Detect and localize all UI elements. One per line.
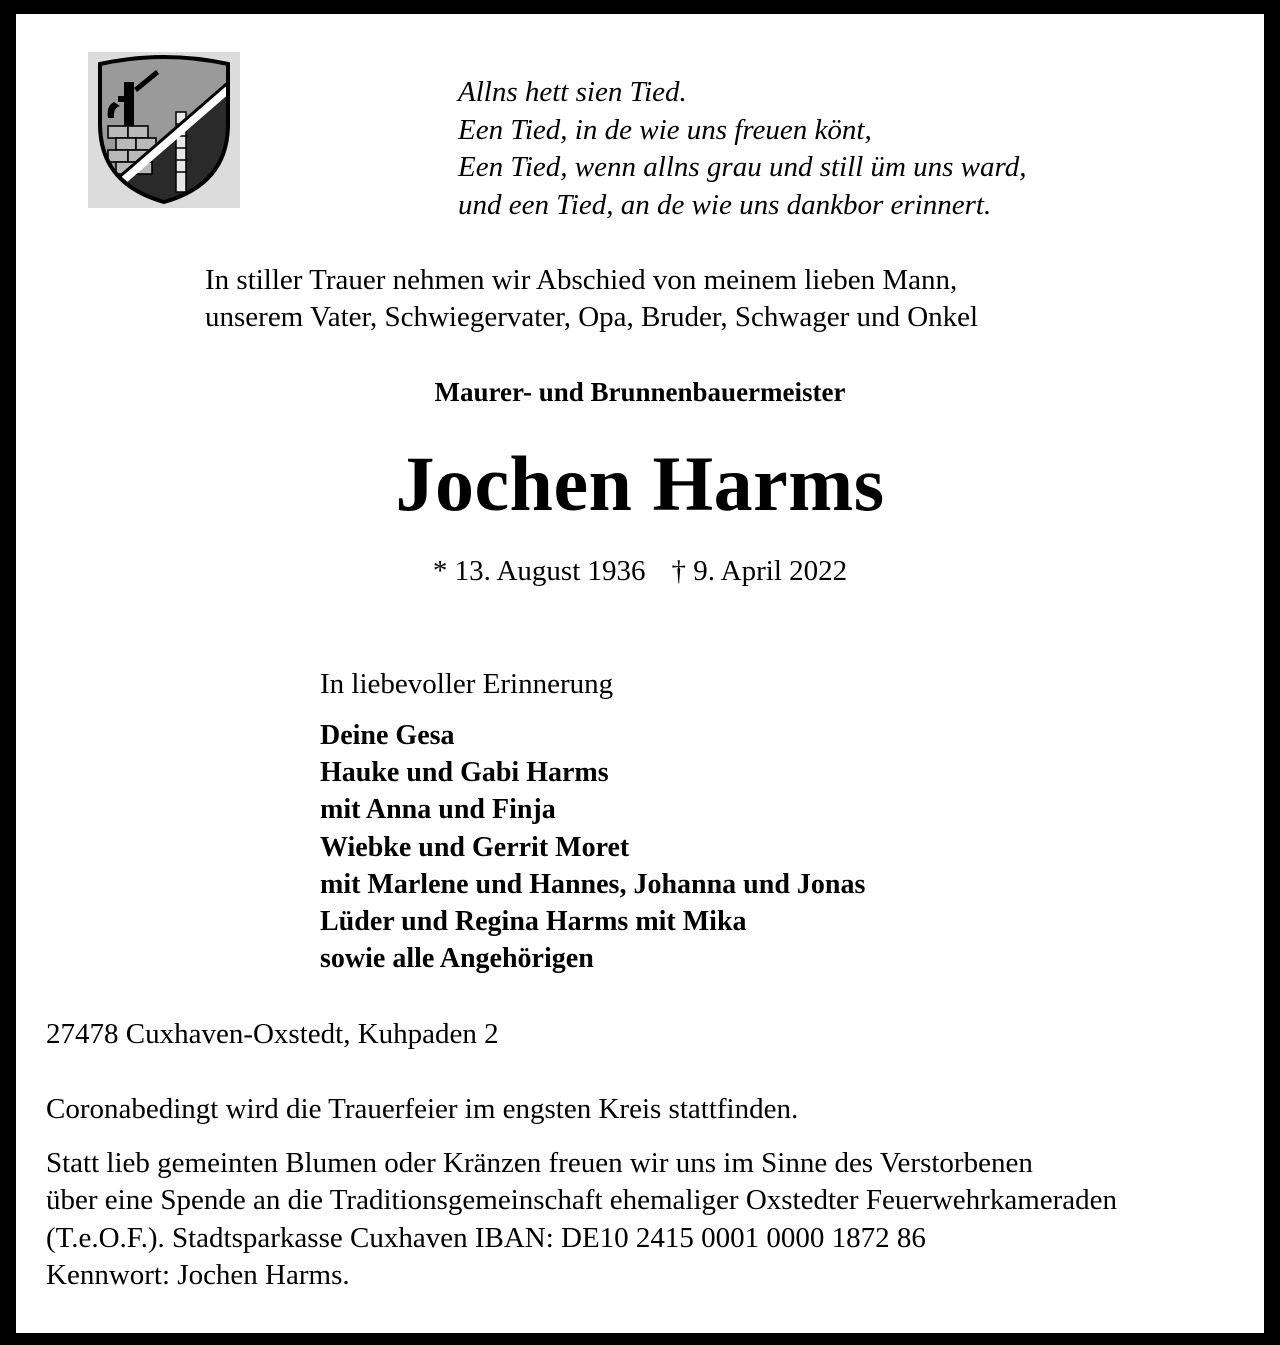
mourner-line: Deine Gesa [320, 720, 455, 751]
remembrance-heading: In liebevoller Erinnerung [320, 668, 614, 700]
poem-line: Een Tied, in de wie uns freuen könt, [458, 113, 872, 146]
intro-line: unserem Vater, Schwiegervater, Opa, Bruder, Schwager und Onkel [205, 301, 979, 333]
life-dates [0, 551, 1280, 591]
donation-line: (T.e.O.F.). Stadtsparkasse Cuxhaven IBAN: DE10 2415 0001 0000 1872 86 [46, 1221, 926, 1254]
donation-line: Statt lieb gemeinten Blumen oder Kränzen freuen wir uns im Sinne des Verstorbenen [46, 1147, 1033, 1179]
profession: Maurer- und Brunnenbauermeister [434, 377, 846, 407]
deceased-name: Jochen Harms [395, 440, 885, 527]
funeral-notice: Coronabedingt wird die Trauerfeier im engsten Kreis stattfinden. [46, 1093, 799, 1125]
mourners-list [320, 717, 865, 977]
death-date: † 9. April 2022 [671, 555, 848, 587]
poem-line: Een Tied, wenn allns grau und still üm uns ward, [458, 151, 1027, 183]
mourner-line: Lüder und Regina Harms mit Mika [320, 905, 747, 937]
poem [458, 74, 1027, 224]
donation-line: Kennwort: Jochen Harms. [46, 1258, 350, 1291]
intro-line: In stiller Trauer nehmen wir Abschied von meinem lieben Mann, [205, 264, 958, 296]
intro-text [205, 262, 978, 336]
coat-of-arms-icon [88, 52, 240, 208]
mourner-line: Hauke und Gabi Harms [320, 757, 609, 789]
birth-date: * 13. August 1936 [432, 555, 646, 587]
mourner-line: mit Anna und Finja [320, 794, 556, 826]
donation-line: über eine Spende an die Traditionsgemeinschaft ehemaliger Oxstedter Feuerwehrkameraden [46, 1184, 1118, 1217]
poem-line: und een Tied, an de wie uns dankbor erinnert. [458, 188, 992, 221]
donation-notice [46, 1145, 1117, 1294]
mourner-line: mit Marlene und Hannes, Johanna und Jonas [320, 868, 866, 900]
address: 27478 Cuxhaven-Oxstedt, Kuhpaden 2 [46, 1018, 499, 1050]
mourner-line: sowie alle Angehörigen [320, 943, 594, 975]
poem-line: Allns hett sien Tied. [458, 76, 687, 108]
mourner-line: Wiebke und Gerrit Moret [320, 831, 630, 863]
